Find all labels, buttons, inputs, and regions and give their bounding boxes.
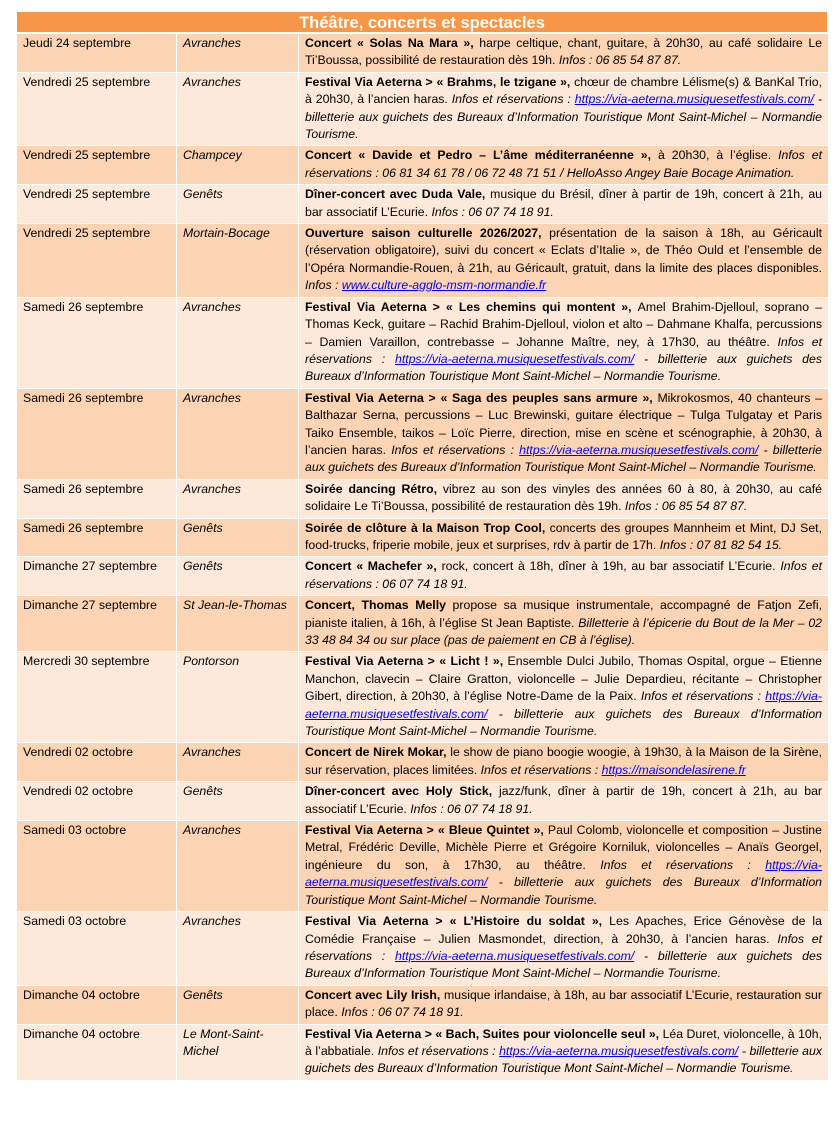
event-place: Genêts	[177, 782, 299, 821]
event-text: Infos et réservations :	[451, 92, 575, 107]
event-text: Soirée dancing Rétro,	[305, 481, 443, 496]
event-description	[299, 743, 829, 782]
event-description	[299, 72, 829, 146]
event-text: Concert « Davide et Pedro – L’âme méditerranéenne »,	[305, 148, 659, 163]
event-description	[299, 557, 829, 596]
event-description	[299, 652, 829, 743]
event-text: - billetterie aux guichets des Bureaux d’Information Touristique Mont Saint-Michel – Normandie Tourisme.	[305, 706, 822, 739]
event-place: Avranches	[177, 479, 299, 518]
event-place: Avranches	[177, 72, 299, 146]
event-link[interactable]: https://via-aeterna.musiquesetfestivals.com/	[305, 857, 822, 890]
event-text: Infos et réservations :	[480, 762, 602, 777]
event-text: Festival Via Aeterna > « Licht ! »,	[305, 654, 508, 669]
event-place: Genêts	[177, 518, 299, 557]
event-date: Samedi 03 octobre	[17, 821, 177, 912]
event-text: Infos : 06 07 74 18 91.	[431, 204, 554, 219]
event-date: Dimanche 27 septembre	[17, 596, 177, 652]
event-link[interactable]: https://maisondelasirene.fr	[601, 762, 746, 777]
event-text: Les Apaches, Erice Génovèse de la Comédie Française – Julien Masmondet, direction, à 20h30, à l’ancien haras.	[305, 914, 823, 946]
event-date: Samedi 26 septembre	[17, 388, 177, 479]
event-text: harpe celtique, chant, guitare, à 20h30, au café solidaire Le Ti’Boussa, possibilité de restauration dès 19h.	[305, 36, 822, 68]
event-place: Avranches	[177, 34, 299, 73]
event-row	[17, 985, 829, 1024]
event-place: Avranches	[177, 743, 299, 782]
event-text: - billetterie aux guichets des Bureaux d’Information Touristique Mont Saint-Michel – Normandie Tourisme.	[305, 1043, 823, 1076]
event-text: présentation de la saison à 18h, au Géricault (réservation obligatoire), suivi du concert « Eclats d’Italie », de Théo Ould et l’ensemble de l’Opéra Normandie-Rouen, à 21h, au Géricault, gratuit, dans la limite des places disponibles.	[305, 226, 823, 275]
event-place: Genêts	[177, 985, 299, 1024]
events-table	[16, 33, 829, 1081]
event-text: rock, concert à 18h, dîner à 19h, au bar associatif L’Ecurie.	[441, 559, 781, 574]
event-description	[299, 912, 829, 986]
event-date: Vendredi 02 octobre	[17, 782, 177, 821]
event-text: Infos et réservations :	[305, 334, 822, 366]
event-place: Avranches	[177, 297, 299, 388]
event-text: Festival Via Aeterna > « Bleue Quintet »,	[305, 823, 548, 838]
event-row	[17, 743, 829, 782]
event-text: - billetterie aux guichets des Bureaux d’Information Touristique Mont Saint-Michel – Normandie Tourisme.	[305, 92, 822, 142]
event-link[interactable]: https://via-aeterna.musiquesetfestivals.com/	[395, 948, 635, 963]
event-text: Ensemble Dulci Jubilo, Thomas Ospital, orgue – Etienne Manchon, clavecin – Claire Gratton, violoncelle – Julie Depardieu, récitante – Christopher Gibert, direction, à 20h30, à l’église Notre-Dame de la Paix.	[305, 654, 822, 704]
event-text: Concert avec Lily Irish,	[305, 987, 444, 1002]
event-date: Samedi 26 septembre	[17, 518, 177, 557]
event-text: Infos : 06 07 74 18 91.	[410, 801, 533, 816]
event-link[interactable]: https://via-aeterna.musiquesetfestivals.com/	[574, 92, 814, 107]
event-text: Infos et réservations :	[640, 689, 766, 704]
event-date: Samedi 03 octobre	[17, 912, 177, 986]
event-text: musique du Brésil, dîner à partir de 19h, concert à 21h, au bar associatif L’Ecurie.	[305, 187, 822, 219]
event-description	[299, 146, 829, 185]
event-date: Dimanche 27 septembre	[17, 557, 177, 596]
event-text: Festival Via Aeterna > « Saga des peuples sans armure »,	[305, 390, 658, 405]
event-text: Dîner-concert avec Duda Vale,	[305, 187, 491, 202]
event-place: Genêts	[177, 185, 299, 224]
event-place: Pontorson	[177, 652, 299, 743]
event-text: chœur de chambre Lélisme(s) & BanKal Trio, à 20h30, à l’ancien haras.	[305, 74, 822, 107]
event-row	[17, 185, 829, 224]
event-text: Concert « Solas Na Mara »,	[305, 36, 480, 50]
event-place: Le Mont-Saint-Michel	[177, 1024, 299, 1080]
event-row	[17, 821, 829, 912]
event-text: Infos et réservations :	[377, 1043, 500, 1058]
event-description	[299, 34, 829, 73]
event-row	[17, 518, 829, 557]
event-text: Infos : 06 07 74 18 91.	[341, 1005, 464, 1020]
event-text: Infos et réservations :	[600, 857, 766, 872]
event-place: Genêts	[177, 557, 299, 596]
event-text: Infos : 07 81 82 54 15.	[659, 537, 783, 552]
event-link[interactable]: https://via-aeterna.musiquesetfestivals.com/	[305, 689, 822, 721]
event-date: Mercredi 30 septembre	[17, 652, 177, 743]
event-text: Léa Duret, violoncelle, à 10h, à l’abbatiale.	[305, 1026, 823, 1058]
event-text: Infos et réservations : 06 07 74 18 91.	[305, 559, 822, 591]
event-text: concerts des groupes Mannheim et Mint, DJ Set, food-trucks, friperie mobile, jeux et surprises, rdv à partir de 17h.	[305, 520, 823, 552]
event-place: Mortain-Bocage	[177, 224, 299, 298]
section-title: Théâtre, concerts et spectacles	[16, 11, 828, 33]
event-text: - billetterie aux guichets des Bureaux d’Information Touristique Mont Saint-Michel – Normandie Tourisme.	[305, 442, 822, 475]
event-row	[17, 146, 829, 185]
event-text: Infos et réservations :	[391, 442, 520, 457]
event-row	[17, 652, 829, 743]
event-date: Vendredi 25 septembre	[17, 185, 177, 224]
event-row	[17, 34, 829, 73]
event-link[interactable]: https://via-aeterna.musiquesetfestivals.com/	[519, 442, 759, 457]
event-text: Paul Colomb, violoncelle et composition – Justine Metral, Frédéric Deville, Michèle Pierre et Grégoire Korniluk, violoncelles – Anaïs Georgel, ingénieure du son, à 17h30, au théâtre.	[305, 823, 822, 872]
event-row	[17, 782, 829, 821]
event-date: Samedi 26 septembre	[17, 297, 177, 388]
event-date: Samedi 26 septembre	[17, 479, 177, 518]
event-text: Festival Via Aeterna > « Les chemins qui montent »,	[305, 299, 638, 314]
event-text: - billetterie aux guichets des Bureaux d’Information Touristique Mont Saint-Michel – Normandie Tourisme.	[305, 351, 823, 384]
event-row	[17, 388, 829, 479]
event-date: Vendredi 02 octobre	[17, 743, 177, 782]
event-text: Billetterie à l’épicerie du Bout de la Mer – 02 33 48 84 34 ou sur place (pas de paiement en CB à l’église).	[305, 615, 822, 647]
event-row	[17, 72, 829, 146]
event-description	[299, 596, 829, 652]
events-document	[16, 11, 828, 1081]
event-date: Dimanche 04 octobre	[17, 1024, 177, 1080]
event-text: Ouverture saison culturelle 2026/2027,	[305, 226, 550, 241]
event-text: propose sa musique instrumentale, accompagné de Fatjon Zefi, pianiste italien, à 16h, à l’église St Jean Baptiste.	[305, 598, 822, 630]
event-description	[299, 518, 829, 557]
event-text: Concert « Machefer »,	[305, 559, 442, 574]
event-description	[299, 224, 829, 298]
event-text: Soirée de clôture à la Maison Trop Cool,	[305, 520, 550, 535]
event-description	[299, 782, 829, 821]
event-text: Infos : 06 85 54 87 87.	[624, 499, 748, 514]
event-place: Avranches	[177, 821, 299, 912]
event-text: musique irlandaise, à 18h, au bar associatif L’Ecurie, restauration sur place.	[305, 987, 822, 1020]
event-description	[299, 1024, 829, 1080]
event-text: Infos et réservations :	[305, 931, 822, 963]
event-text: jazz/funk, dîner à partir de 19h, concert à 21h, au bar associatif L’Ecurie.	[305, 784, 822, 816]
event-text: vibrez au son des vinyles des années 60 à 80, à 20h30, au café solidaire Le Ti’Boussa, possibilité de restauration dès 19h.	[305, 481, 822, 514]
event-row	[17, 557, 829, 596]
event-text: Infos :	[305, 278, 342, 293]
event-description	[299, 388, 829, 479]
event-text: Infos : 06 85 54 87 87.	[558, 53, 682, 68]
event-description	[299, 297, 829, 388]
event-date: Vendredi 25 septembre	[17, 72, 177, 146]
event-text: Dîner-concert avec Holy Stick,	[305, 784, 499, 799]
event-text: Infos et réservations : 06 81 34 61 78 / 06 72 48 71 51 / HelloAsso Angey Baie Bocage Animation.	[305, 148, 822, 180]
event-link[interactable]: https://via-aeterna.musiquesetfestivals.com/	[395, 351, 635, 366]
event-text: Amel Brahim-Djelloul, soprano – Thomas Keck, guitare – Rachid Brahim-Djelloul, violon et alto – Dahmane Khalfa, percussions – Damien Varaillon, contrebasse – Johanne Maître, ney, à 17h30, au théâtre.	[305, 299, 822, 349]
event-description	[299, 479, 829, 518]
event-text: Concert de Nirek Mokar,	[305, 745, 451, 760]
event-text: à 20h30, à l’église.	[658, 148, 779, 163]
event-link[interactable]: https://via-aeterna.musiquesetfestivals.com/	[499, 1043, 739, 1058]
event-row	[17, 224, 829, 298]
event-text: - billetterie aux guichets des Bureaux d’Information Touristique Mont Saint-Michel – Normandie Tourisme.	[305, 875, 822, 907]
event-text: le show de piano boogie woogie, à 19h30, à la Maison de la Sirène, sur réservation, places limitées.	[305, 745, 822, 777]
event-description	[299, 821, 829, 912]
event-place: Avranches	[177, 388, 299, 479]
event-date: Dimanche 04 octobre	[17, 985, 177, 1024]
event-text: Concert, Thomas Melly	[305, 598, 453, 613]
event-description	[299, 985, 829, 1024]
event-row	[17, 912, 829, 986]
event-text: Festival Via Aeterna > « Bach, Suites pour violoncelle seul »,	[305, 1026, 663, 1041]
event-row	[17, 1024, 829, 1080]
event-date: Jeudi 24 septembre	[17, 34, 177, 73]
event-link[interactable]: www.culture-agglo-msm-normandie.fr	[341, 278, 547, 293]
event-place: St Jean-le-Thomas	[177, 596, 299, 652]
event-text: - billetterie aux guichets des Bureaux d’Information Touristique Mont Saint-Michel – Normandie Tourisme.	[305, 948, 823, 981]
event-place: Avranches	[177, 912, 299, 986]
event-date: Vendredi 25 septembre	[17, 146, 177, 185]
event-place: Champcey	[177, 146, 299, 185]
event-row	[17, 479, 829, 518]
event-date: Vendredi 25 septembre	[17, 224, 177, 298]
event-text: Festival Via Aeterna > « L’Histoire du soldat »,	[305, 914, 610, 929]
event-description	[299, 185, 829, 224]
event-row	[17, 596, 829, 652]
event-text: Mikrokosmos, 40 chanteurs – Balthazar Serna, percussions – Luc Brewinski, guitare électrique – Tulga Tulgatay et Paris Taiko Ensemble, taikos – Loïc Pierre, direction, mise en scène et scénographie, à 20h30, à l’ancien haras.	[305, 390, 822, 457]
events-table-body	[17, 34, 829, 1081]
event-text: Festival Via Aeterna > « Brahms, le tzigane »,	[305, 74, 575, 89]
event-row	[17, 297, 829, 388]
